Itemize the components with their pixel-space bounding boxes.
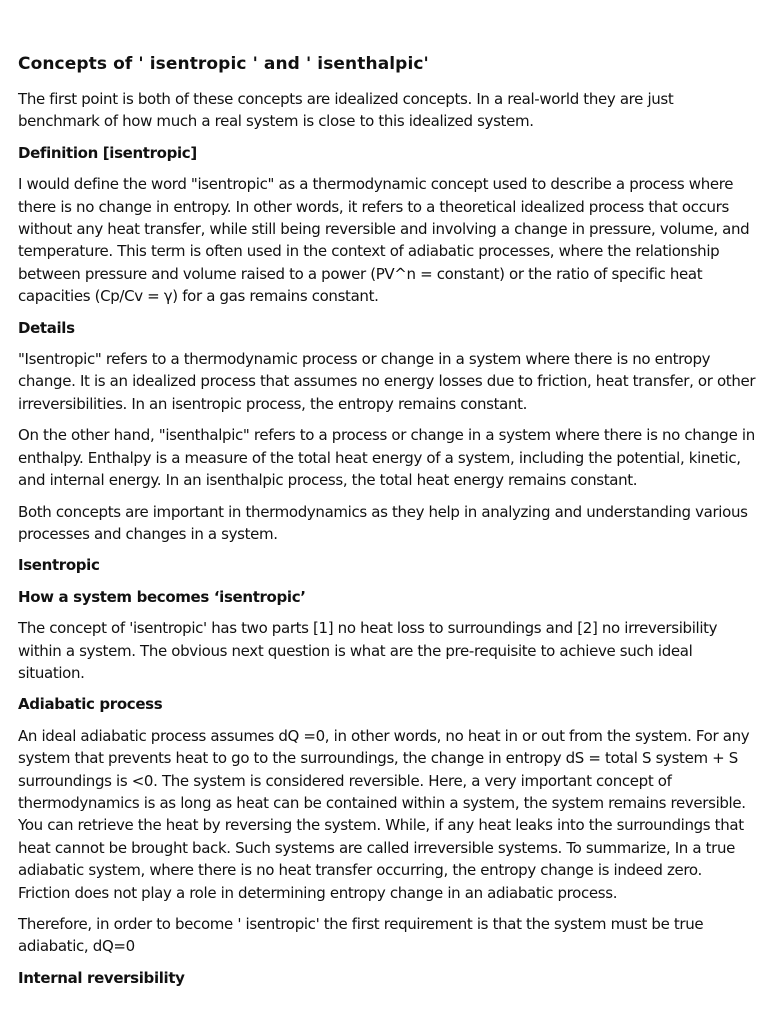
details-paragraph-isenthalpic: On the other hand, "isenthalpic" refers to a process or change in a system where there is no change in enthalpy. Enthalpy is a measure of the total heat energy of a system, including the potential, kinetic, and internal energy. In an isenthalpic process, the total heat energy remains constant. [18, 426, 755, 490]
internal-reversibility-heading: Internal reversibility [18, 968, 185, 987]
definition-heading: Definition [isentropic] [18, 143, 197, 162]
intro-paragraph: The first point is both of these concepts are idealized concepts. In a real-world they are just benchmark of how much a real system is close to this idealized system. [18, 90, 674, 131]
details-paragraph-summary: Both concepts are important in thermodynamics as they help in analyzing and understanding various processes and changes in a system. [18, 502, 748, 543]
isentropic-heading: Isentropic [18, 556, 100, 575]
details-heading: Details [18, 318, 75, 337]
document-page [18, 52, 756, 998]
therefore-paragraph: Therefore, in order to become ' isentropic' the first requirement is that the system must be true adiabatic, dQ=0 [18, 915, 704, 956]
how-isentropic-heading: How a system becomes ‘isentropic’ [18, 587, 306, 606]
details-paragraph-isentropic: "Isentropic" refers to a thermodynamic process or change in a system where there is no entropy change. It is an idealized process that assumes no energy losses due to friction, heat transfer, or other irreversibilities. In an isentropic process, the entropy remains constant. [18, 350, 756, 413]
definition-paragraph: I would define the word "isentropic" as a thermodynamic concept used to describe a process where there is no change in entropy. In other words, it refers to a theoretical idealized process that occurs without any heat transfer, while still being reversible and involving a change in pressure, volume, and temperature. This term is often used in the context of adiabatic processes, where the relationship between pressure and volume raised to a power (PV^n = constant) or the ratio of specific heat capacities (Cp/Cv = γ) for a gas remains constant. [18, 175, 750, 306]
how-isentropic-paragraph: The concept of 'isentropic' has two parts [1] no heat loss to surroundings and [2] no irreversibility within a system. The obvious next question is what are the pre-requisite to achieve such ideal situation. [18, 619, 718, 682]
document-title: Concepts of ' isentropic ' and ' isenthalpic' [18, 54, 429, 74]
adiabatic-paragraph: An ideal adiabatic process assumes dQ =0, in other words, no heat in or out from the system. For any system that prevents heat to go to the surroundings, the change in entropy dS = total S system + S surroundings is <0. The system is considered reversible. Here, a very important concept of thermodynamics is as long as heat can be contained within a system, the system remains reversible. You can retrieve the heat by reversing the system. While, if any heat leaks into the surroundings that heat cannot be brought back. Such systems are called irreversible systems. To summarize, In a true adiabatic system, where there is no heat transfer occurring, the entropy change is indeed zero. Friction does not play a role in determining entropy change in an adiabatic process. [18, 726, 750, 902]
adiabatic-heading: Adiabatic process [18, 695, 163, 714]
